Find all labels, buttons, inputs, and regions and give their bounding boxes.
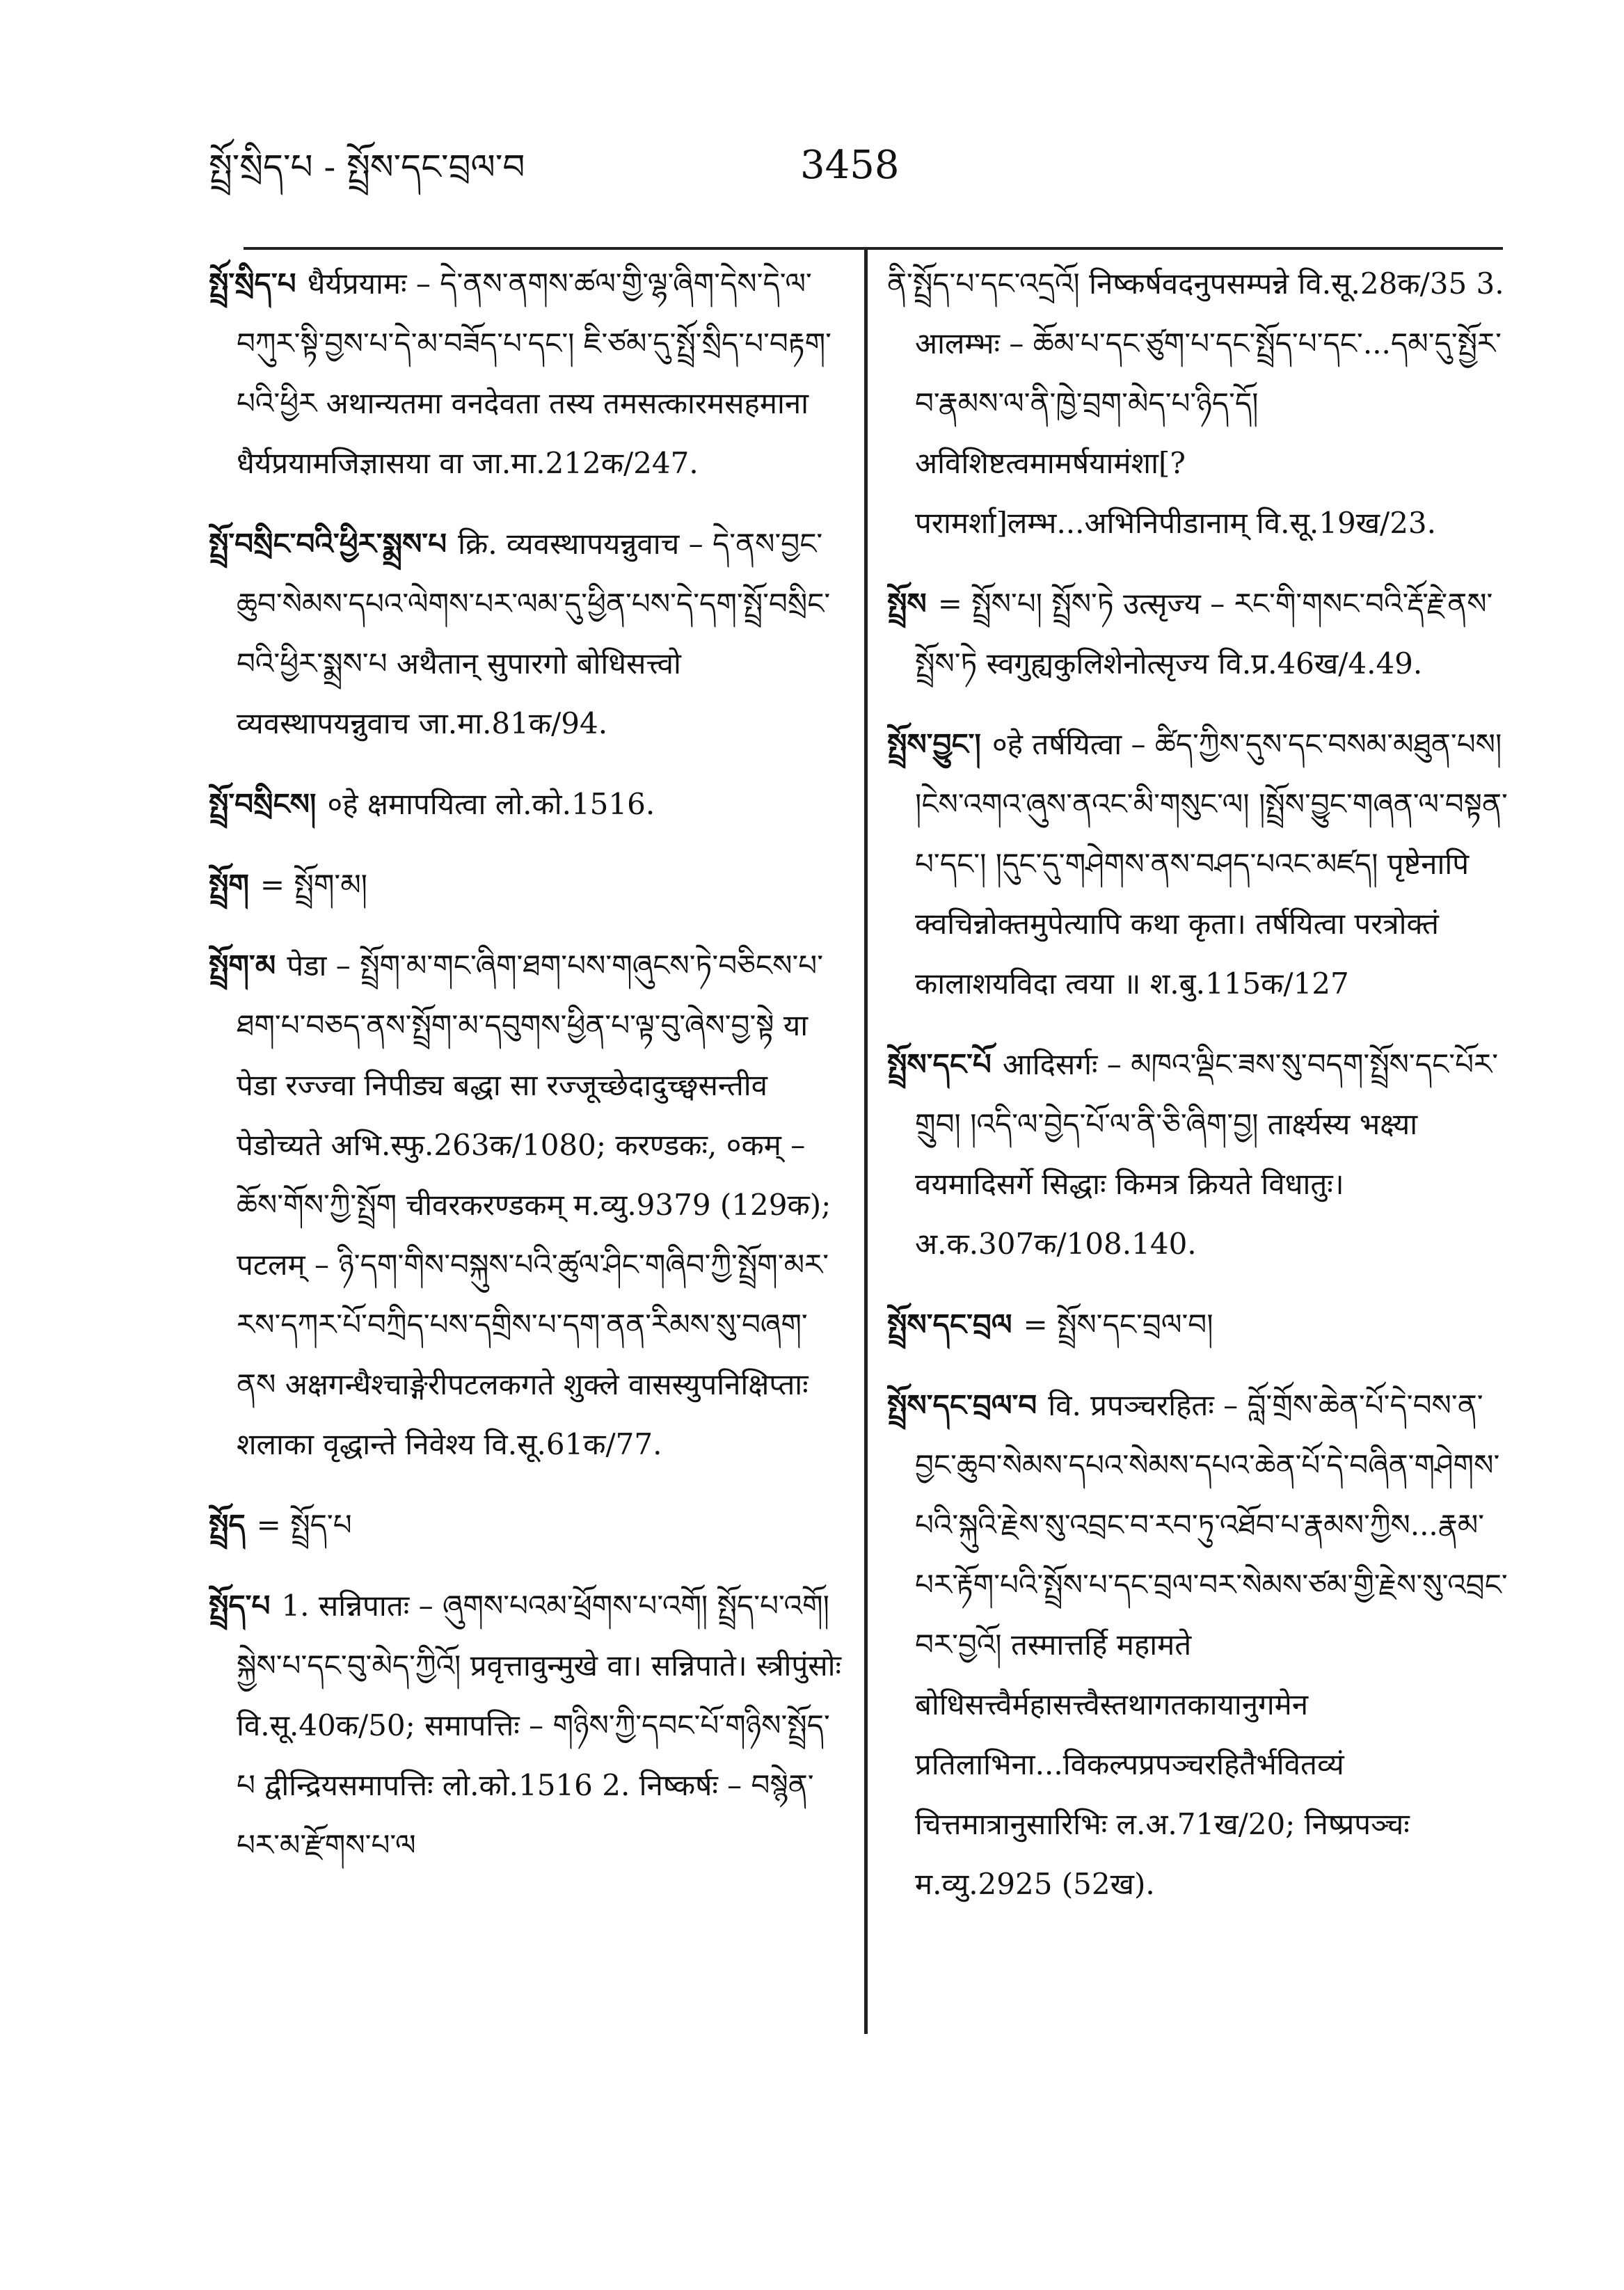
dictionary-entry: [209, 855, 845, 915]
dictionary-entry: [209, 1576, 845, 1875]
dictionary-entry: [887, 715, 1513, 1014]
dictionary-entry: [209, 254, 845, 493]
dictionary-entry: [887, 574, 1513, 694]
entry-headword: སྤྲོ་བསྲིངས།: [209, 787, 317, 821]
entry-text: वि. प्रपञ्चरहितः – བློ་གྲོས་ཆེན་པོ་དེ་བས་ན་བྱང་ཆུབ་སེམས་དཔའ་སེམས་དཔའ་ཆེན་པོ་དེ་བཞིན་གཤེགས་པའི་སྐུའི་རྗེས་སུ་འབྲང་བ་རབ་ཏུ་འཐོབ་པ་རྣམས་ཀྱིས...རྣམ་པར་རྟོག་པའི་སྤྲོས་པ་དང་བྲལ་བར་སེམས་ཙམ་གྱི་རྗེས་སུ་འབྲང་བར་བྱའོ། तस्मात्तर्हि महामते बोधिसत्त्वैर्महासत्त्वैस्तथागतकायानुगमेन प्रतिलाभिना...विकल्पप्रपञ्चरहितैर्भवितव्यं चित्तमात्रानुसारिभिः ल.अ.71ख/20; निष्प्रपञ्चः म.व्यु.2925 (52ख).: [915, 1388, 1508, 1901]
entry-text: = སྤྲོག་མ།: [260, 868, 368, 902]
dictionary-entry: [209, 1495, 845, 1555]
entry-headword: སྤྲོད: [209, 1508, 246, 1542]
entry-headword: སྤྲོས་དང་བྲལ: [887, 1307, 1012, 1342]
entry-text: = སྤྲོས་དང་བྲལ་བ།: [1023, 1307, 1213, 1342]
header-rule: [244, 247, 1503, 250]
entry-text: ནི་སྤྲོད་པ་དང་འདྲའོ། निष्कर्षवदनुपसम्पन्ने वि.सू.28क/35 3. आलम्भः – ཆོམ་པ་དང་ཙུག་པ་དང་སྤྲོད་པ་དང་...དམ་དུ་སྤྱོར་བ་རྣམས་ལ་ནི་ཁྱེ་བྲག་མེད་པ་ཉིད་དོ། अविशिष्टत्वमामर्षयामंशा[?परामर्शा]लम्भ...अभिनिपीडानाम् वि.सू.19ख/23.: [887, 267, 1504, 540]
entry-headword: སྤྲོས་བྱུང་།: [887, 727, 981, 761]
dictionary-entry: [887, 254, 1513, 553]
dictionary-entry: [209, 514, 845, 754]
dictionary-entry: [887, 1376, 1513, 1914]
entry-text: क्रि. व्यवस्थापयन्नुवाच – དེ་ནས་བྱང་ཆུབ་སེམས་དཔའ་ལེགས་པར་ལམ་དུ་ཕྱིན་པས་དེ་དག་སྤྲོ་བསྲིང་བའི་ཕྱིར་སྨྲས་པ अथैतान् सुपारगो बोधिसत्त्वो व्यवस्थापयन्नुवाच जा.मा.81क/94.: [237, 527, 831, 740]
page-number: 3458: [800, 143, 900, 188]
column-divider: [864, 249, 868, 2034]
entry-text: ०हे तर्षयित्वा – ཚིད་ཀྱིས་དུས་དང་བསམ་མཐུན་པས། །ངེས་འགའ་ཞུས་ནའང་མི་གསུང་ལ། །སྤྲོས་བྱུང་གཞན་ལ་བསྟན་པ་དང་། །དུང་དུ་གཤེགས་ནས་བཤད་པའང་མཛད། पृष्टेनापि क्वचिन्नोक्तमुपेत्यापि कथा कृता। तर्षयित्वा परत्रोक्तं कालाशयविदा त्वया ॥ श.बु.115क/127: [915, 727, 1508, 1001]
entry-headword: སྤྲོ་བསྲིང་བའི་ཕྱིར་སྨྲས་པ: [209, 527, 447, 561]
entry-text: ०हे क्षमापयित्वा लो.को.1516.: [327, 787, 655, 821]
entry-text: पेडा – སྤྲོག་མ་གང་ཞིག་ཐག་པས་གཞུངས་ཏེ་བཅིངས་པ་ཐག་པ་བཅད་ནས་སྤྲོག་མ་དབུགས་ཕྱིན་པ་ལྟ་བུ་ཞེས་བྱ་སྟེ या पेडा रज्ज्वा निपीड्य बद्धा सा रज्जूच्छेदादुच्छ्वसन्तीव पेडोच्यते अभि.स्फु.263क/1080; करण्डकः, ०कम् – ཆོས་གོས་ཀྱི་སྤྲོག चीवरकरण्डकम् म.व्यु.9379 (129क); पटलम् – ཉི་དག་གིས་བསྐུས་པའི་ཚུལ་ཤིང་གཞིབ་ཀྱི་སྤྲོག་མར་རས་དཀར་པོ་བཀྲིད་པས་དགྲིས་པ་དག་ནན་རིམས་སུ་བཞག་ནས अक्षगन्धैश्चाङ्गेरीपटलकगते शुक्ले वासस्युपनिक्षिप्ताः शलाका वृद्धान्ते निवेश्य वि.सू.61क/77.: [237, 948, 831, 1461]
entry-text: आदिसर्गः – མཁའ་ལྡིང་ཟས་སུ་བདག་སྤྲོས་དང་པོར་གྲུབ། །འདི་ལ་བྱེད་པོ་ལ་ནི་ཅི་ཞིག་བྱ། तार्क्ष्यस्य भक्ष्या वयमादिसर्गे सिद्धाः किमत्र क्रियते विधातुः। अ.क.307क/108.140.: [915, 1047, 1499, 1261]
entry-headword: སྤྲོས: [887, 587, 927, 621]
entry-headword: སྤྲོས་དང་བྲལ་བ: [887, 1388, 1037, 1422]
entry-text: = སྤྲོས་པ། སྤྲོས་ཏེ उत्सृज्य – རང་གི་གསང་བའི་རྡོ་རྗེ་ནས་སྤྲོས་ཏེ स्वगुह्यकुलिशेनोत्सृज्य वि.प्र.46ख/4.49.: [915, 587, 1493, 681]
entry-headword: སྤྲོག་མ: [209, 948, 276, 983]
entry-headword: སྤྲོད་པ: [209, 1589, 271, 1623]
dictionary-entry: [209, 774, 845, 834]
dictionary-entry: [887, 1035, 1513, 1274]
entry-headword: སྤྲོ་སྲིད་པ: [209, 267, 296, 301]
left-column: [209, 254, 845, 2035]
running-head: སྤྲོ་སྲིད་པ - སྤྲོས་དང་བྲལ་བ: [209, 147, 525, 187]
dictionary-entry: [887, 1295, 1513, 1355]
entry-headword: སྤྲོས་དང་པོ: [887, 1047, 992, 1081]
dictionary-entry: [209, 936, 845, 1474]
entry-text: धैर्यप्रयामः – དེ་ནས་ནགས་ཚལ་གྱི་ལྷ་ཞིག་དེས་དེ་ལ་བཀུར་སྟི་བྱས་པ་དེ་མ་བཟོད་པ་དང་། ཇི་ཙམ་དུ་སྤྲོ་སྲིད་པ་བརྟག་པའི་ཕྱིར अथान्यतमा वनदेवता तस्य तमसत्कारमसहमाना धैर्यप्रयामजिज्ञासया वा जा.मा.212क/247.: [237, 267, 831, 480]
entry-text: = སྤྲོད་པ: [256, 1508, 352, 1542]
entry-text: 1. सन्निपातः – ཞུགས་པའམ་ཕྲོགས་པ་འགོ། སྤྲོད་པ་འགོ། སྐྱེས་པ་དང་བུ་མེད་ཀྱིའོ། प्रवृत्तावुन्मुखे वा। सन्निपाते। स्त्रीपुंसोः वि.सू.40क/50; समापत्तिः – གཉིས་ཀྱི་དབང་པོ་གཉིས་སྤྲོད་པ द्वीन्द्रियसमापत्तिः लो.को.1516 2. निष्कर्षः – བསྙེན་པར་མ་རྫོགས་པ་ལ: [237, 1589, 842, 1862]
entry-headword: སྤྲོག: [209, 868, 249, 902]
right-column: [887, 254, 1513, 2035]
